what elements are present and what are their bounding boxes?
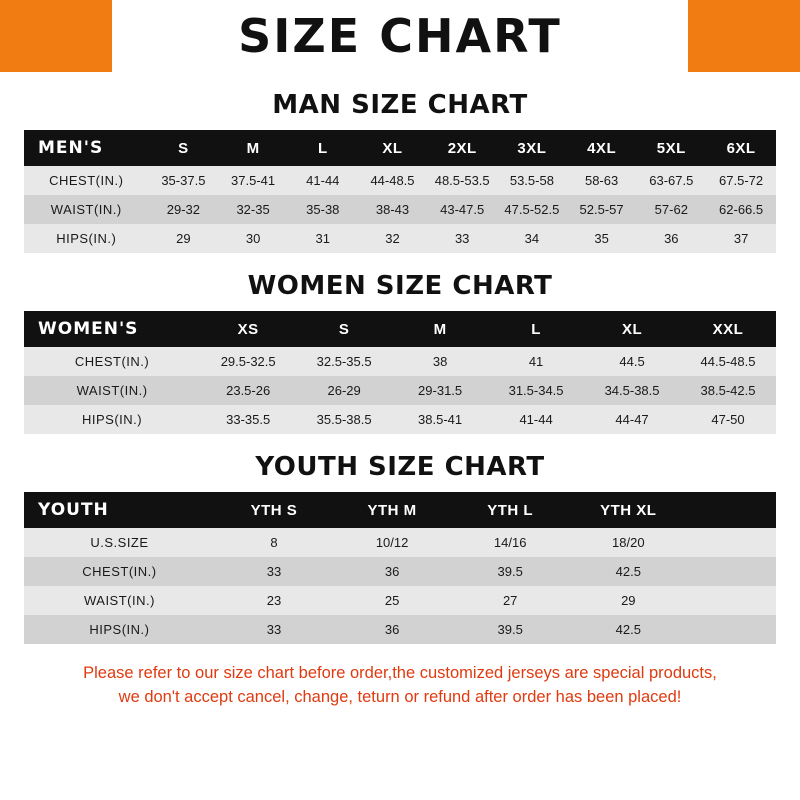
youth-waist-l: 27 (451, 586, 569, 615)
women-header-label: WOMEN'S (24, 311, 200, 347)
women-header-xs: XS (200, 311, 296, 347)
youth-table-body (24, 528, 776, 644)
table-header-row (24, 311, 776, 347)
man-row-waist-label: WAIST(IN.) (24, 195, 149, 224)
women-chest-m: 38 (392, 347, 488, 376)
women-header-l: L (488, 311, 584, 347)
youth-row-hips-label: HIPS(IN.) (24, 615, 215, 644)
women-waist-m: 29-31.5 (392, 376, 488, 405)
women-chest-xxl: 44.5-48.5 (680, 347, 776, 376)
women-header-xxl: XXL (680, 311, 776, 347)
youth-waist-xl: 29 (569, 586, 687, 615)
section-title-man: MAN SIZE CHART (272, 90, 528, 120)
youth-waist-s: 23 (215, 586, 333, 615)
youth-size-table (24, 492, 776, 644)
man-chest-5xl: 63-67.5 (636, 166, 706, 195)
man-hips-6xl: 37 (706, 224, 776, 253)
man-header-3xl: 3XL (497, 130, 567, 166)
man-chest-m: 37.5-41 (218, 166, 288, 195)
man-chest-4xl: 58-63 (567, 166, 637, 195)
women-chest-l: 41 (488, 347, 584, 376)
footer-note (24, 662, 776, 710)
youth-hips-l: 39.5 (451, 615, 569, 644)
women-hips-xxl: 47-50 (680, 405, 776, 434)
banner-inner (0, 0, 800, 72)
table-row (24, 557, 776, 586)
man-hips-2xl: 33 (427, 224, 497, 253)
table-row (24, 376, 776, 405)
youth-hips-spacer (687, 615, 776, 644)
man-table-head (24, 130, 776, 166)
youth-row-waist-label: WAIST(IN.) (24, 586, 215, 615)
man-hips-m: 30 (218, 224, 288, 253)
youth-chest-l: 39.5 (451, 557, 569, 586)
man-chest-3xl: 53.5-58 (497, 166, 567, 195)
man-header-m: M (218, 130, 288, 166)
man-waist-3xl: 47.5-52.5 (497, 195, 567, 224)
banner (0, 0, 800, 72)
women-waist-s: 26-29 (296, 376, 392, 405)
youth-hips-m: 36 (333, 615, 451, 644)
youth-hips-xl: 42.5 (569, 615, 687, 644)
table-row (24, 405, 776, 434)
man-header-2xl: 2XL (427, 130, 497, 166)
man-chest-6xl: 67.5-72 (706, 166, 776, 195)
content (0, 90, 800, 710)
man-hips-3xl: 34 (497, 224, 567, 253)
man-waist-6xl: 62-66.5 (706, 195, 776, 224)
man-hips-l: 31 (288, 224, 358, 253)
man-chest-l: 41-44 (288, 166, 358, 195)
women-chest-xl: 44.5 (584, 347, 680, 376)
man-chest-s: 35-37.5 (149, 166, 219, 195)
man-waist-m: 32-35 (218, 195, 288, 224)
man-waist-5xl: 57-62 (636, 195, 706, 224)
youth-hips-s: 33 (215, 615, 333, 644)
women-chest-s: 32.5-35.5 (296, 347, 392, 376)
youth-header-xl: YTH XL (569, 492, 687, 528)
youth-header-s: YTH S (215, 492, 333, 528)
women-hips-l: 41-44 (488, 405, 584, 434)
women-header-s: S (296, 311, 392, 347)
man-table-body (24, 166, 776, 253)
man-hips-4xl: 35 (567, 224, 637, 253)
youth-ussize-xl: 18/20 (569, 528, 687, 557)
women-hips-xl: 44-47 (584, 405, 680, 434)
women-row-chest-label: CHEST(IN.) (24, 347, 200, 376)
youth-ussize-m: 10/12 (333, 528, 451, 557)
women-table-head (24, 311, 776, 347)
youth-waist-m: 25 (333, 586, 451, 615)
man-header-4xl: 4XL (567, 130, 637, 166)
man-header-label: MEN'S (24, 130, 149, 166)
table-row (24, 224, 776, 253)
man-hips-xl: 32 (358, 224, 428, 253)
man-waist-xl: 38-43 (358, 195, 428, 224)
table-header-row (24, 130, 776, 166)
youth-table-head (24, 492, 776, 528)
women-chest-xs: 29.5-32.5 (200, 347, 296, 376)
youth-row-chest-label: CHEST(IN.) (24, 557, 215, 586)
table-row (24, 347, 776, 376)
women-waist-xs: 23.5-26 (200, 376, 296, 405)
footer-note-line2: we don't accept cancel, change, teturn or refund after order has been placed! (118, 687, 682, 706)
women-waist-l: 31.5-34.5 (488, 376, 584, 405)
man-size-table (24, 130, 776, 253)
man-waist-4xl: 52.5-57 (567, 195, 637, 224)
man-header-6xl: 6XL (706, 130, 776, 166)
youth-chest-s: 33 (215, 557, 333, 586)
page-title: SIZE CHART (238, 9, 562, 63)
table-header-row (24, 492, 776, 528)
man-chest-2xl: 48.5-53.5 (427, 166, 497, 195)
table-row (24, 615, 776, 644)
man-hips-5xl: 36 (636, 224, 706, 253)
youth-chest-m: 36 (333, 557, 451, 586)
table-row (24, 195, 776, 224)
women-row-waist-label: WAIST(IN.) (24, 376, 200, 405)
women-row-hips-label: HIPS(IN.) (24, 405, 200, 434)
man-waist-l: 35-38 (288, 195, 358, 224)
youth-ussize-l: 14/16 (451, 528, 569, 557)
man-waist-2xl: 43-47.5 (427, 195, 497, 224)
youth-chest-xl: 42.5 (569, 557, 687, 586)
man-header-l: L (288, 130, 358, 166)
youth-ussize-s: 8 (215, 528, 333, 557)
women-size-table (24, 311, 776, 434)
women-table-body (24, 347, 776, 434)
section-title-women: WOMEN SIZE CHART (247, 271, 553, 301)
man-row-hips-label: HIPS(IN.) (24, 224, 149, 253)
section-title-youth: YOUTH SIZE CHART (255, 452, 545, 482)
women-hips-m: 38.5-41 (392, 405, 488, 434)
youth-header-label: YOUTH (24, 492, 215, 528)
women-waist-xl: 34.5-38.5 (584, 376, 680, 405)
table-row (24, 528, 776, 557)
women-waist-xxl: 38.5-42.5 (680, 376, 776, 405)
youth-header-m: YTH M (333, 492, 451, 528)
women-header-m: M (392, 311, 488, 347)
footer-note-line1: Please refer to our size chart before order,the customized jerseys are special products, (83, 664, 717, 682)
women-header-xl: XL (584, 311, 680, 347)
women-hips-xs: 33-35.5 (200, 405, 296, 434)
youth-waist-spacer (687, 586, 776, 615)
man-header-xl: XL (358, 130, 428, 166)
table-row (24, 586, 776, 615)
man-chest-xl: 44-48.5 (358, 166, 428, 195)
youth-header-l: YTH L (451, 492, 569, 528)
women-hips-s: 35.5-38.5 (296, 405, 392, 434)
youth-chest-spacer (687, 557, 776, 586)
man-row-chest-label: CHEST(IN.) (24, 166, 149, 195)
man-header-s: S (149, 130, 219, 166)
youth-ussize-spacer (687, 528, 776, 557)
man-hips-s: 29 (149, 224, 219, 253)
man-header-5xl: 5XL (636, 130, 706, 166)
man-waist-s: 29-32 (149, 195, 219, 224)
table-row (24, 166, 776, 195)
youth-header-spacer (687, 492, 776, 528)
youth-row-ussize-label: U.S.SIZE (24, 528, 215, 557)
